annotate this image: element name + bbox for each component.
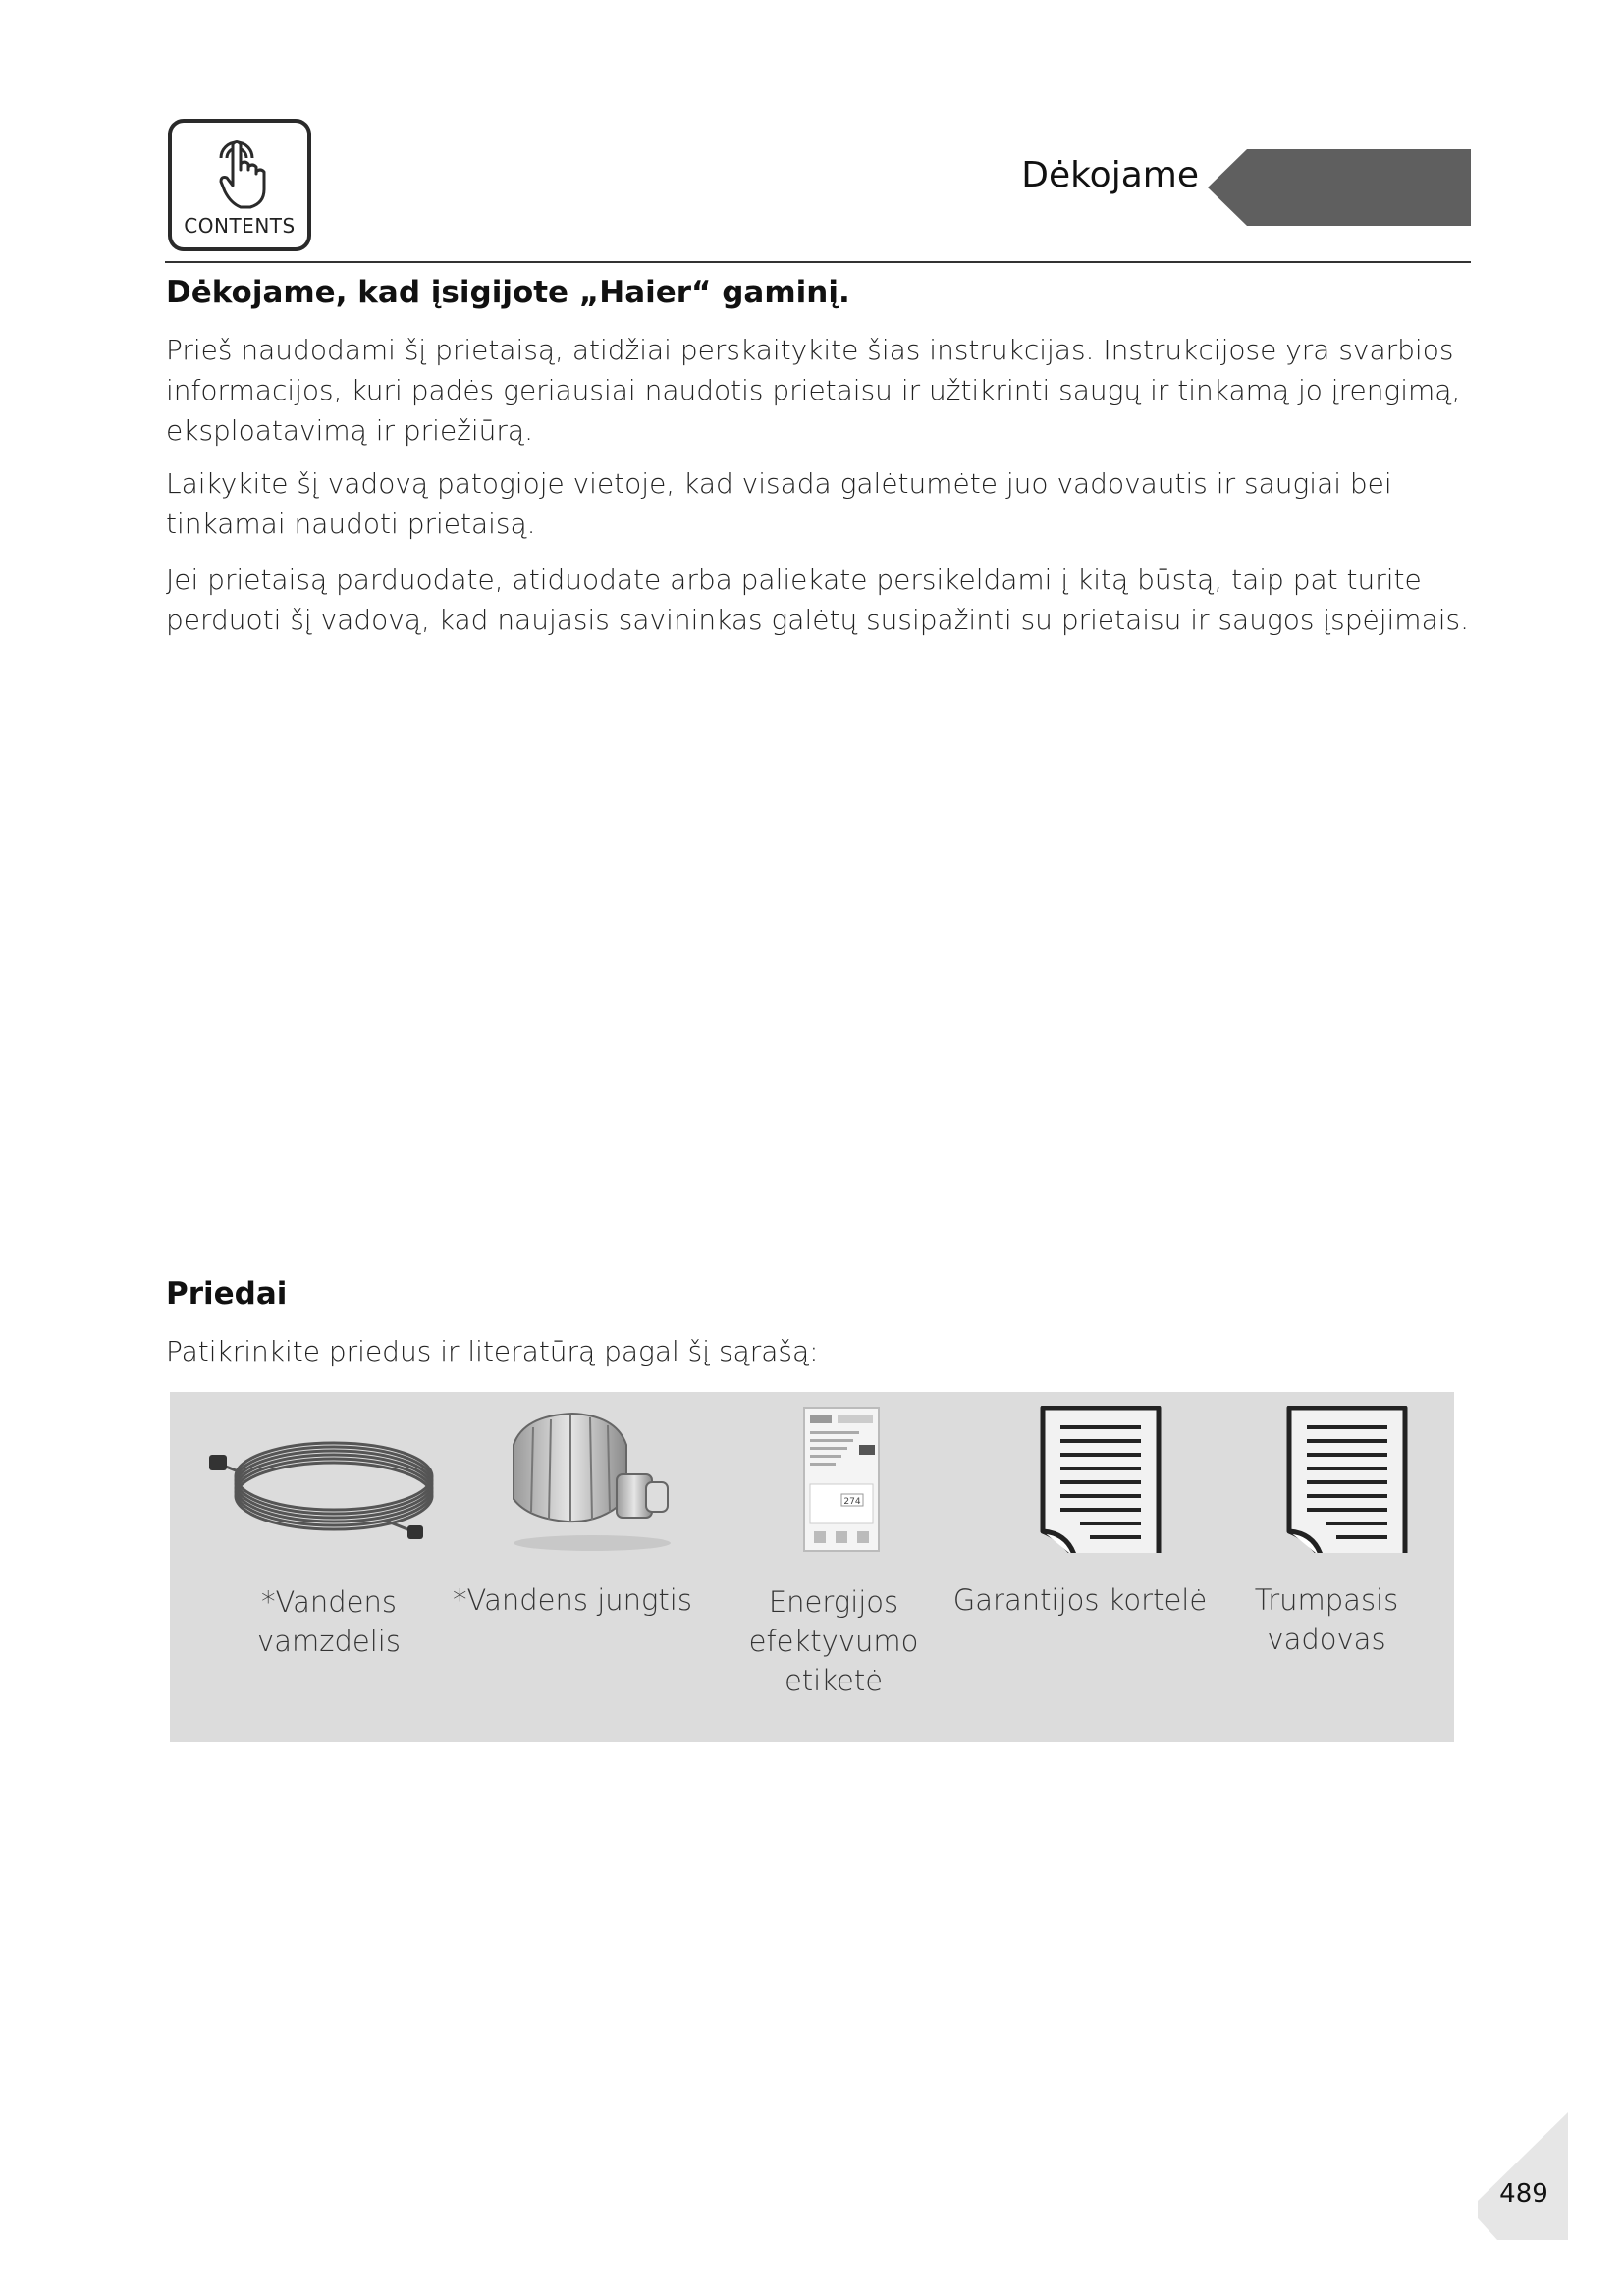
intro-paragraph-1 bbox=[166, 330, 1472, 451]
label-line: Energijos bbox=[768, 1585, 899, 1619]
accessories-intro: Patikrinkite priedus ir literatūrą pagal šį sąrašą: bbox=[166, 1335, 819, 1367]
text-line: Prieš naudodami šį prietaisą, atidžiai perskaitykite šias instrukcijas. Instrukcijose yra svarbios bbox=[166, 334, 1454, 366]
accessories-panel bbox=[170, 1392, 1454, 1742]
intro-paragraph-2 bbox=[166, 463, 1472, 544]
contents-label: CONTENTS bbox=[184, 214, 296, 238]
label-line: *Vandens bbox=[261, 1585, 397, 1619]
label-line: efektyvumo bbox=[748, 1625, 919, 1658]
text-line: perduoti šį vadovą, kad naujasis savininkas galėtų susipažinti su prietaisu ir saugos įspėjimais. bbox=[166, 604, 1470, 636]
label-line: vamzdelis bbox=[257, 1625, 401, 1658]
intro-heading: Dėkojame, kad įsigijote „Haier“ gaminį. bbox=[166, 275, 850, 310]
accessory-label bbox=[201, 1582, 457, 1661]
quick-guide-icon bbox=[1199, 1406, 1454, 1553]
label-line: vadovas bbox=[1267, 1623, 1386, 1656]
water-pipe-icon bbox=[201, 1406, 457, 1553]
page-number: 489 bbox=[1499, 2179, 1548, 2209]
accessory-label bbox=[706, 1582, 961, 1700]
accessory-label bbox=[445, 1580, 700, 1620]
contents-button[interactable] bbox=[168, 119, 311, 251]
section-tab-arrow bbox=[1208, 147, 1471, 228]
accessories-heading: Priedai bbox=[166, 1276, 288, 1311]
text-line: Jei prietaisą parduodate, atiduodate arba paliekate persikeldami į kitą būstą, taip pat turite bbox=[166, 563, 1422, 596]
text-line: informacijos, kuri padės geriausiai naudotis prietaisu ir užtikrinti saugų ir tinkamą jo įrengimą, bbox=[166, 374, 1461, 406]
header-divider bbox=[165, 261, 1471, 263]
energy-label-icon bbox=[706, 1406, 961, 1553]
label-line: Garantijos kortelė bbox=[952, 1583, 1208, 1617]
touch-hand-icon bbox=[211, 131, 272, 211]
text-line: eksploatavimą ir priežiūrą. bbox=[166, 414, 533, 447]
page-title: Dėkojame bbox=[1021, 155, 1199, 195]
page-corner-tab bbox=[1478, 2112, 1568, 2240]
intro-paragraph-3 bbox=[166, 560, 1472, 640]
label-line: etiketė bbox=[784, 1664, 884, 1697]
warranty-card-icon bbox=[952, 1406, 1208, 1553]
label-line: Trumpasis bbox=[1254, 1583, 1399, 1617]
label-line: *Vandens jungtis bbox=[453, 1583, 692, 1617]
accessory-label bbox=[1199, 1580, 1454, 1659]
accessory-label bbox=[952, 1580, 1208, 1620]
water-connector-icon bbox=[445, 1406, 700, 1553]
text-line: tinkamai naudoti prietaisą. bbox=[166, 507, 536, 540]
energy-value: 274 bbox=[843, 1497, 861, 1507]
text-line: Laikykite šį vadovą patogioje vietoje, kad visada galėtumėte juo vadovautis ir saugiai bei bbox=[166, 467, 1392, 500]
